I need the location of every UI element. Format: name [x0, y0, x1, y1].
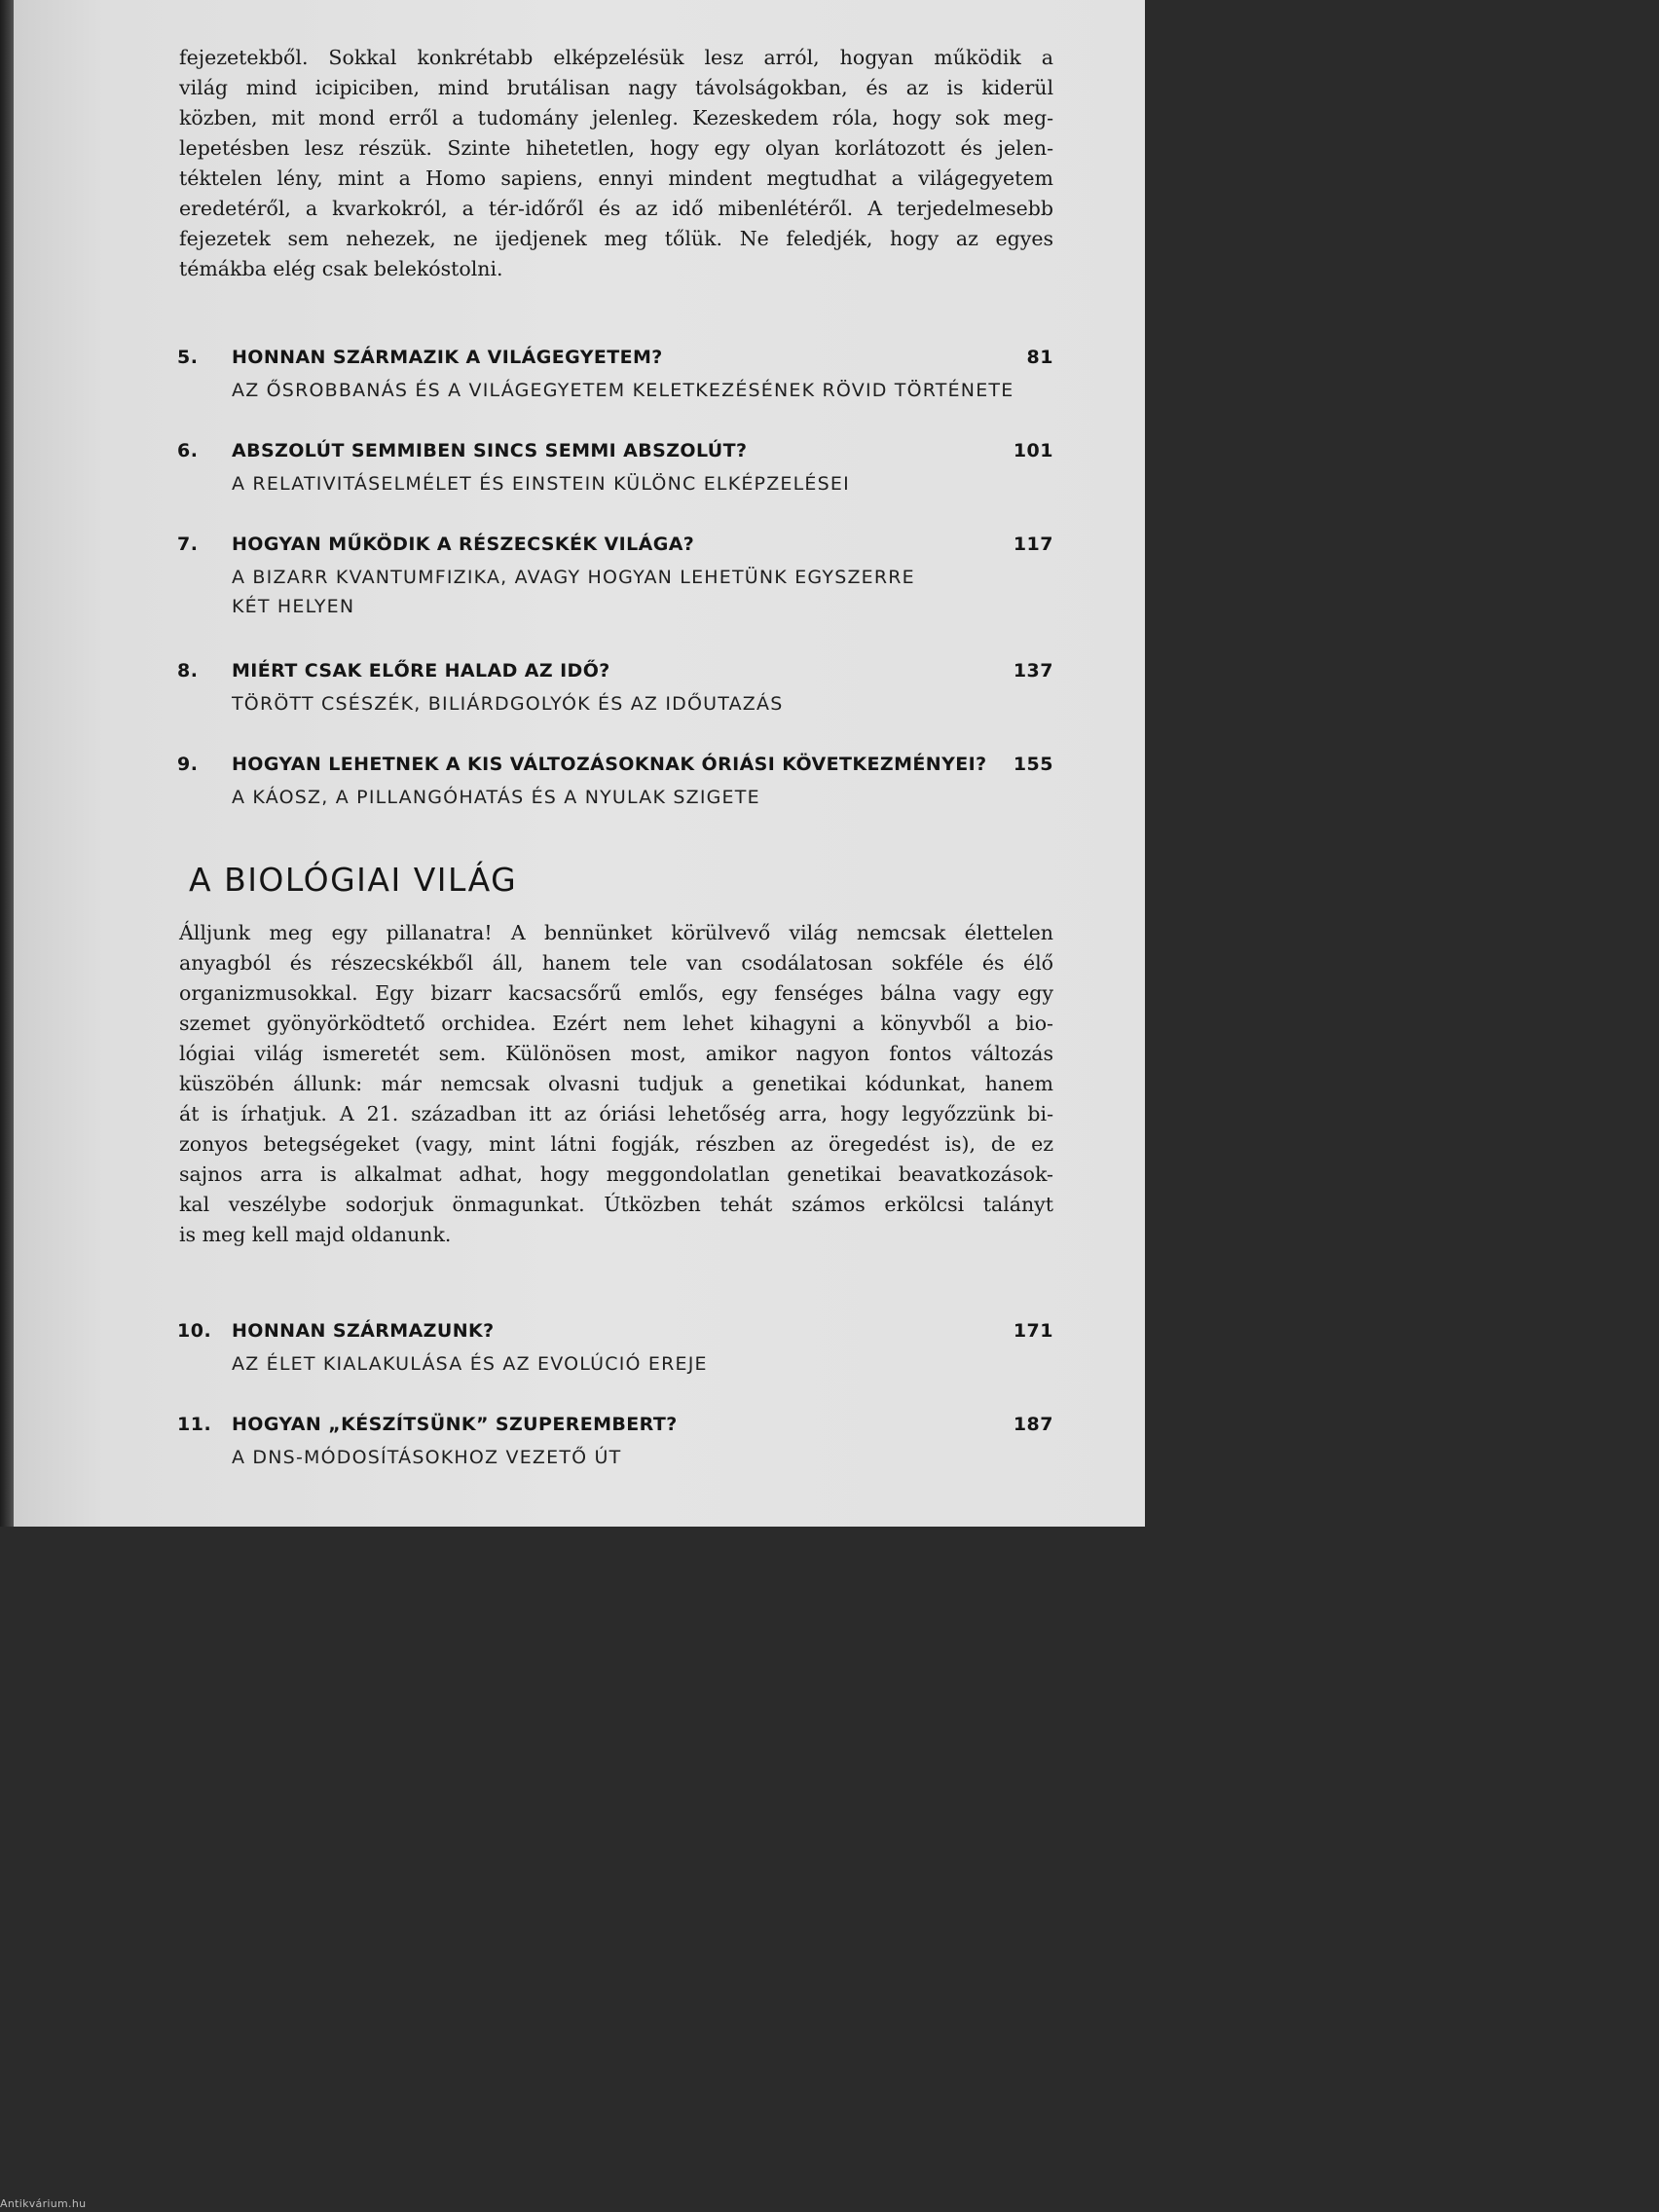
intro-line: eredetéről, a kvarkokról, a tér-időről és az idő mibenlétéről. A terjedelmesebb: [179, 197, 1053, 220]
toc-title: ABSZOLÚT SEMMIBEN SINCS SEMMI ABSZOLÚT?: [232, 440, 748, 461]
intro-paragraph: [179, 43, 1053, 284]
toc-entry-7: [177, 534, 1053, 621]
toc-subtitle: TÖRÖTT CSÉSZÉK, BILIÁRDGOLYÓK ÉS AZ IDŐUTAZÁS: [232, 693, 784, 715]
intro-line: témákba elég csak belekóstolni.: [179, 257, 503, 280]
bio-line: küszöbén állunk: már nemcsak olvasni tudjuk a genetikai kódunkat, hanem: [179, 1072, 1053, 1095]
toc-number: 11.: [177, 1414, 212, 1435]
toc-number: 10.: [177, 1320, 212, 1342]
toc-page-number: 171: [1013, 1320, 1053, 1342]
intro-line: lepetésben lesz részük. Szinte hihetetlen, hogy egy olyan korlátozott és jelen-: [179, 136, 1053, 160]
bio-line: át is írhatjuk. A 21. században itt az óriási lehetőség arra, hogy legyőzzünk bi-: [179, 1102, 1053, 1125]
toc-subtitle: AZ ÉLET KIALAKULÁSA ÉS AZ EVOLÚCIÓ EREJE: [232, 1353, 708, 1375]
section-heading: A BIOLÓGIAI VILÁG: [189, 861, 518, 899]
toc-entry-5: [177, 347, 1053, 405]
toc-subtitle: A KÁOSZ, A PILLANGÓHATÁS ÉS A NYULAK SZIGETE: [232, 787, 760, 808]
bio-line: organizmusokkal. Egy bizarr kacsacsőrű emlős, egy fenséges bálna vagy egy: [179, 981, 1053, 1005]
toc-subtitle: A DNS-MÓDOSÍTÁSOKHOZ VEZETŐ ÚT: [232, 1447, 622, 1468]
intro-line: fejezetek sem nehezek, ne ijedjenek meg tőlük. Ne feledjék, hogy az egyes: [179, 227, 1053, 250]
toc-number: 6.: [177, 440, 199, 461]
toc-number: 7.: [177, 534, 199, 555]
toc-subtitle: KÉT HELYEN: [232, 596, 355, 617]
toc-entry-11: [177, 1414, 1053, 1472]
toc-entry-8: [177, 660, 1053, 719]
book-page: [14, 0, 1145, 1527]
bio-line: kal veszélybe sodorjuk önmagunkat. Útközben tehát számos erkölcsi talányt: [179, 1193, 1053, 1216]
toc-title: HOGYAN MŰKÖDIK A RÉSZECSKÉK VILÁGA?: [232, 534, 695, 555]
toc-number: 9.: [177, 754, 199, 775]
toc-page-number: 187: [1013, 1414, 1053, 1435]
site-watermark: Antikvárium.hu: [0, 2197, 87, 2210]
toc-page-number: 155: [1013, 754, 1053, 775]
toc-entry-6: [177, 440, 1053, 498]
bio-line: sajnos arra is alkalmat adhat, hogy meggondolatlan genetikai beavatkozások-: [179, 1162, 1053, 1186]
toc-title: HOGYAN „KÉSZÍTSÜNK” SZUPEREMBERT?: [232, 1414, 678, 1435]
bio-line: is meg kell majd oldanunk.: [179, 1223, 452, 1246]
book-spine-shadow: [0, 0, 14, 1527]
toc-page-number: 117: [1013, 534, 1053, 555]
toc-title: HOGYAN LEHETNEK A KIS VÁLTOZÁSOKNAK ÓRIÁSI KÖVETKEZMÉNYEI?: [232, 754, 987, 775]
bio-line: anyagból és részecskékből áll, hanem tele van csodálatosan sokféle és élő: [179, 951, 1053, 975]
toc-entry-10: [177, 1320, 1053, 1379]
bio-line: zonyos betegségeket (vagy, mint látni fogják, részben az öregedést is), de ez: [179, 1132, 1053, 1156]
intro-line: világ mind icipiciben, mind brutálisan nagy távolságokban, és az is kiderül: [179, 76, 1053, 99]
toc-page-number: 81: [1026, 347, 1053, 368]
bio-line: szemet gyönyörködtető orchidea. Ezért nem lehet kihagyni a könyvből a bio-: [179, 1012, 1053, 1035]
toc-subtitle: A BIZARR KVANTUMFIZIKA, AVAGY HOGYAN LEHETÜNK EGYSZERRE: [232, 567, 915, 588]
toc-number: 5.: [177, 347, 199, 368]
toc-title: MIÉRT CSAK ELŐRE HALAD AZ IDŐ?: [232, 660, 610, 682]
toc-entry-9: [177, 754, 1053, 812]
intro-line: téktelen lény, mint a Homo sapiens, ennyi mindent megtudhat a világegyetem: [179, 166, 1053, 190]
bio-paragraph: [179, 918, 1053, 1250]
toc-number: 8.: [177, 660, 199, 682]
intro-line: közben, mit mond erről a tudomány jelenleg. Kezeskedem róla, hogy sok meg-: [179, 106, 1053, 129]
bio-line: Álljunk meg egy pillanatra! A bennünket körülvevő világ nemcsak élettelen: [179, 921, 1053, 944]
toc-page-number: 101: [1013, 440, 1053, 461]
toc-title: HONNAN SZÁRMAZIK A VILÁGEGYETEM?: [232, 347, 663, 368]
bio-line: lógiai világ ismeretét sem. Különösen most, amikor nagyon fontos változás: [179, 1042, 1053, 1065]
toc-subtitle: AZ ŐSROBBANÁS ÉS A VILÁGEGYETEM KELETKEZÉSÉNEK RÖVID TÖRTÉNETE: [232, 380, 1014, 401]
toc-title: HONNAN SZÁRMAZUNK?: [232, 1320, 495, 1342]
toc-page-number: 137: [1013, 660, 1053, 682]
intro-line: fejezetekből. Sokkal konkrétabb elképzelésük lesz arról, hogyan működik a: [179, 46, 1053, 69]
toc-subtitle: A RELATIVITÁSELMÉLET ÉS EINSTEIN KÜLÖNC ELKÉPZELÉSEI: [232, 473, 850, 495]
